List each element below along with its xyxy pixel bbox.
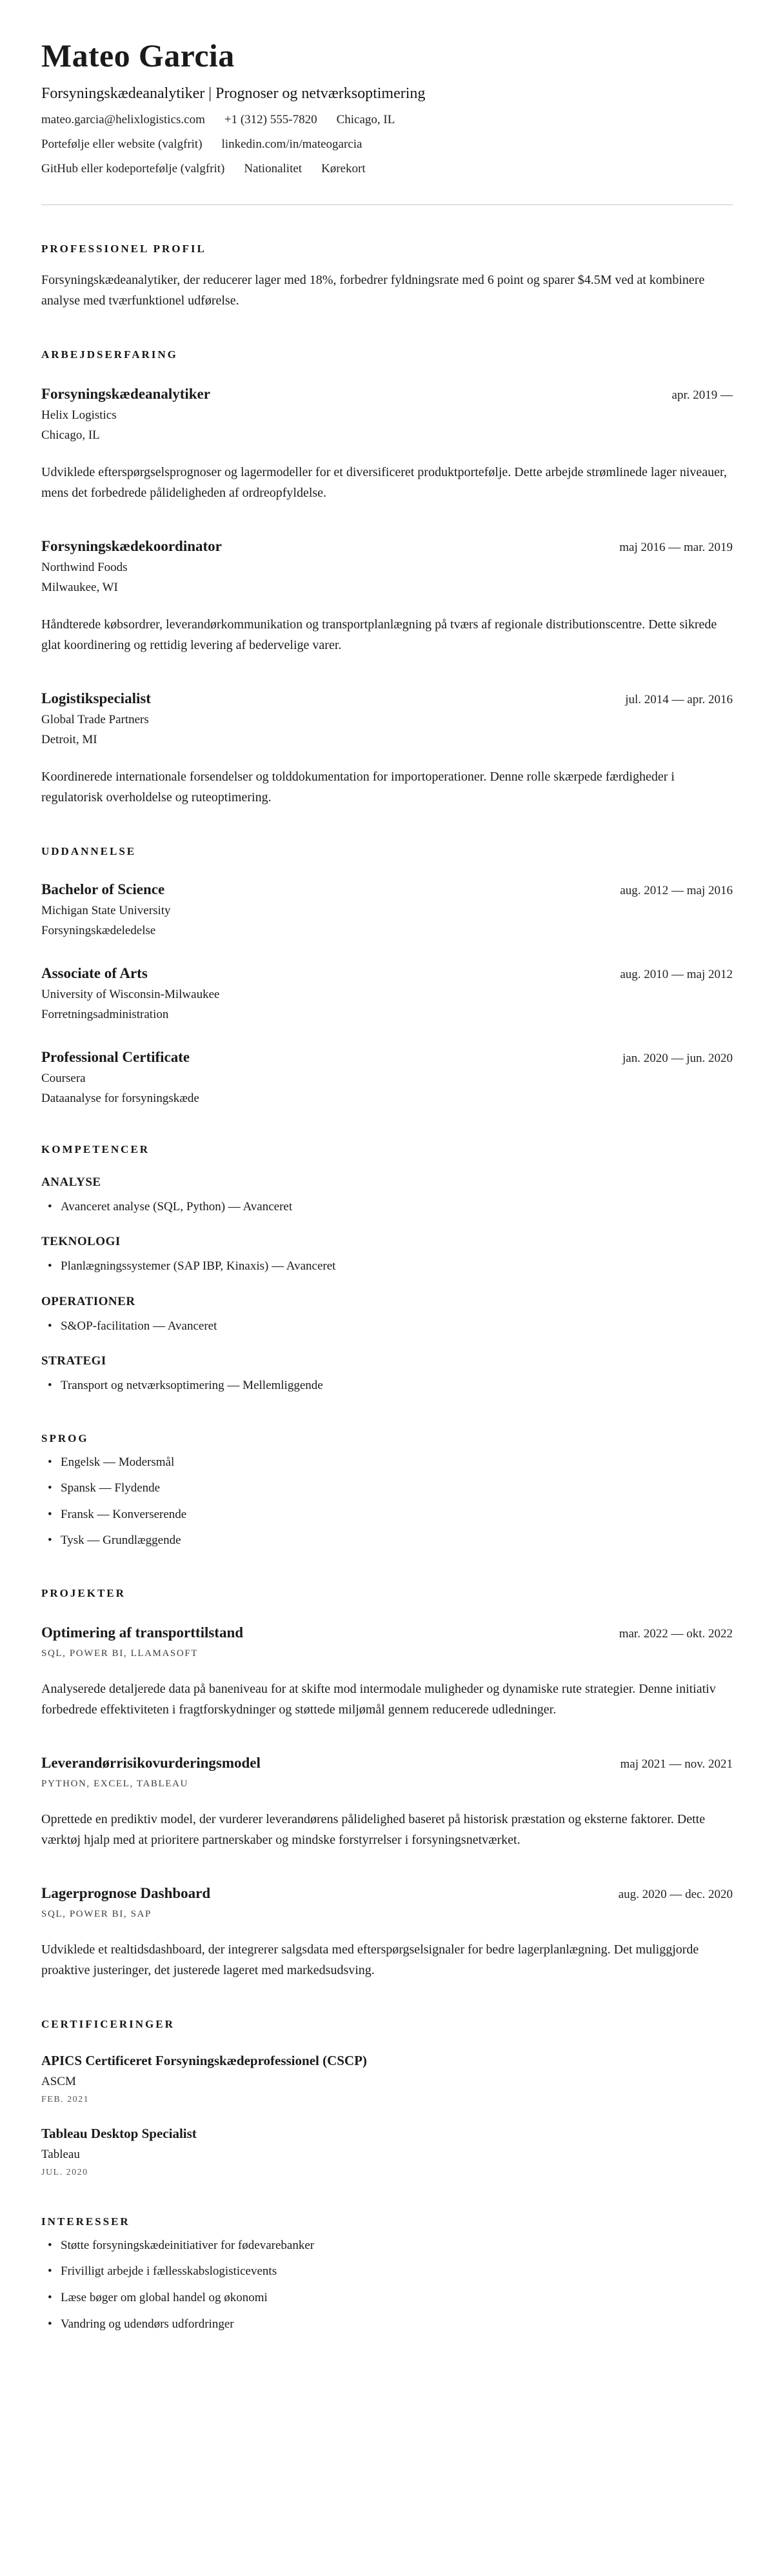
job-title: Forsyningskædeanalytiker	[41, 385, 210, 402]
interest-item: • Vandring og udendørs udfordringer	[41, 2315, 733, 2333]
drivers-license-text: Kørekort	[321, 161, 366, 175]
project-tech: SQL, POWER BI, SAP	[41, 1908, 152, 1919]
nationality-text: Nationalitet	[244, 161, 303, 175]
project-title: Lagerprognose Dashboard	[41, 1884, 211, 1901]
person-tagline: Forsyningskædeanalytiker | Prognoser og netværksoptimering	[41, 85, 426, 102]
project-dates: maj 2021 — nov. 2021	[620, 1757, 733, 1771]
job-dates: jul. 2014 — apr. 2016	[625, 692, 733, 706]
section-heading-experience: ARBEJDSERFARING	[41, 348, 178, 361]
project-description: Analyserede detaljerede data på baneniveau for at skifte mod intermodale muligheder og dynamiske rute strategier. Denne initiativ forbedrede effektiviteten i fragtforskydninger og støttede miljømål gennem reducerede udledninger.	[41, 1681, 716, 1717]
skill-list	[41, 1257, 733, 1275]
job-description: Håndterede købsordrer, leverandørkommunikation og transportplanlægning på tværs af regionale distributionscentre. Dette sikrede glat koordinering og rettidig levering af bedervelige varer.	[41, 617, 717, 652]
skill-group-name: OPERATIONER	[41, 1294, 135, 1308]
project-entry	[41, 1885, 733, 1981]
resume-header	[41, 37, 733, 176]
certification-title: APICS Certificeret Forsyningskædeprofessionel (CSCP)	[41, 2052, 367, 2068]
phone-text: +1 (312) 555-7820	[224, 112, 317, 126]
job-title: Forsyningskædekoordinator	[41, 537, 222, 554]
section-heading-languages: SPROG	[41, 1432, 89, 1444]
certification-date: JUL. 2020	[41, 2167, 88, 2177]
project-description: Oprettede en prediktiv model, der vurderer leverandørens pålidelighed baseret på historisk præstation og eksterne faktorer. Dette værktøj hjalp med at prioritere partnerskaber og mindske forstyrrelser i forsyningsnetværket.	[41, 1812, 706, 1847]
interest-list	[41, 2237, 733, 2333]
certification-date: FEB. 2021	[41, 2094, 90, 2104]
interest-item: • Frivilligt arbejde i fællesskabslogisticevents	[41, 2262, 733, 2281]
degree-title: Bachelor of Science	[41, 881, 165, 897]
job-entry	[41, 538, 733, 655]
skill-group	[41, 1354, 733, 1395]
school-name: Coursera	[41, 1071, 86, 1085]
job-location: Milwaukee, WI	[41, 580, 118, 594]
skill-item: • Transport og netværksoptimering — Mellemliggende	[41, 1377, 733, 1395]
section-education	[41, 845, 733, 1106]
section-languages	[41, 1432, 733, 1550]
linkedin-text: linkedin.com/in/mateogarcia	[221, 137, 362, 151]
skill-list	[41, 1377, 733, 1395]
job-entry-head	[41, 386, 733, 403]
project-title: Leverandørrisikovurderingsmodel	[41, 1754, 261, 1771]
interest-item: • Støtte forsyningskædeinitiativer for fødevarebanker	[41, 2237, 733, 2255]
project-dates: mar. 2022 — okt. 2022	[619, 1626, 733, 1641]
interest-item: • Læse bøger om global handel og økonomi	[41, 2289, 733, 2307]
education-dates: aug. 2012 — maj 2016	[620, 883, 733, 897]
education-entry	[41, 1049, 733, 1106]
skill-item: • Avanceret analyse (SQL, Python) — Avanceret	[41, 1198, 733, 1216]
school-name: Michigan State University	[41, 903, 171, 917]
language-item: • Spansk — Flydende	[41, 1479, 733, 1497]
education-entry-head	[41, 1049, 733, 1066]
skill-group-name: STRATEGI	[41, 1354, 106, 1368]
language-item: • Fransk — Konverserende	[41, 1506, 733, 1524]
section-certifications	[41, 2018, 733, 2178]
project-entry-head	[41, 1885, 733, 1902]
certification-entry	[41, 2126, 733, 2178]
skill-list	[41, 1317, 733, 1335]
section-heading-education: UDDANNELSE	[41, 844, 137, 857]
section-skills	[41, 1143, 733, 1395]
section-heading-projects: PROJEKTER	[41, 1586, 126, 1599]
section-interests	[41, 2215, 733, 2333]
job-company: Northwind Foods	[41, 560, 128, 574]
email-text: mateo.garcia@helixlogistics.com	[41, 112, 205, 126]
job-company: Helix Logistics	[41, 408, 117, 422]
section-experience	[41, 348, 733, 808]
project-entry-head	[41, 1624, 733, 1641]
contact-line-2	[41, 137, 733, 152]
school-name: University of Wisconsin-Milwaukee	[41, 987, 220, 1001]
project-entry-head	[41, 1755, 733, 1772]
skill-group	[41, 1235, 733, 1275]
education-dates: aug. 2010 — maj 2012	[620, 967, 733, 981]
skill-group	[41, 1295, 733, 1335]
section-heading-profile: PROFESSIONEL PROFIL	[41, 242, 206, 255]
section-projects	[41, 1587, 733, 1981]
degree-title: Professional Certificate	[41, 1048, 190, 1065]
certification-entry	[41, 2053, 733, 2105]
project-tech: SQL, POWER BI, LLAMASOFT	[41, 1648, 198, 1659]
certification-issuer: ASCM	[41, 2074, 76, 2088]
skill-group	[41, 1175, 733, 1216]
language-item: • Engelsk — Modersmål	[41, 1453, 733, 1472]
education-entry	[41, 881, 733, 938]
education-entry-head	[41, 881, 733, 898]
job-description: Koordinerede internationale forsendelser og tolddokumentation for importoperationer. Denne rolle skærpede færdigheder i regulatorisk overholdelse og ruteoptimering.	[41, 769, 675, 804]
job-location: Detroit, MI	[41, 732, 97, 746]
education-entry-head	[41, 965, 733, 982]
job-entry	[41, 386, 733, 503]
job-description: Udviklede efterspørgselsprognoser og lagermodeller for et diversificeret produktportefølje. Dette arbejde strømlinede lager niveauer, mens det forbedrede pålideligheden af ordreopfyldelse.	[41, 464, 727, 500]
degree-title: Associate of Arts	[41, 964, 148, 981]
project-description: Udviklede et realtidsdashboard, der integrerer salgsdata med efterspørgselsignaler for bedre lagerplanlægning. Det muliggjorde proaktive justeringer, det justerede lageret med markedsudsving.	[41, 1942, 699, 1977]
contact-line-3	[41, 162, 733, 176]
project-entry	[41, 1624, 733, 1720]
skill-list	[41, 1198, 733, 1216]
project-title: Optimering af transporttilstand	[41, 1624, 244, 1641]
portfolio-text: Portefølje eller website (valgfrit)	[41, 137, 203, 151]
field-of-study: Forsyningskædeledelse	[41, 923, 156, 937]
github-text: GitHub eller kodeportefølje (valgfrit)	[41, 161, 225, 175]
skill-group-name: TEKNOLOGI	[41, 1235, 121, 1249]
job-company: Global Trade Partners	[41, 712, 149, 726]
language-list	[41, 1453, 733, 1550]
project-entry	[41, 1755, 733, 1850]
skill-item: • S&OP-facilitation — Avanceret	[41, 1317, 733, 1335]
project-dates: aug. 2020 — dec. 2020	[618, 1887, 733, 1901]
job-entry-head	[41, 538, 733, 555]
skill-item: • Planlægningssystemer (SAP IBP, Kinaxis) — Avanceret	[41, 1257, 733, 1275]
certification-issuer: Tableau	[41, 2147, 80, 2161]
job-entry-head	[41, 690, 733, 707]
job-entry	[41, 690, 733, 808]
education-dates: jan. 2020 — jun. 2020	[622, 1051, 733, 1065]
job-dates: apr. 2019 —	[671, 388, 733, 402]
certification-title: Tableau Desktop Specialist	[41, 2125, 197, 2141]
job-location: Chicago, IL	[41, 428, 100, 442]
language-item: • Tysk — Grundlæggende	[41, 1532, 733, 1550]
skill-group-name: ANALYSE	[41, 1175, 101, 1189]
section-profile	[41, 243, 733, 311]
field-of-study: Dataanalyse for forsyningskæde	[41, 1091, 199, 1105]
location-text: Chicago, IL	[336, 112, 395, 126]
section-heading-certifications: CERTIFICERINGER	[41, 2017, 175, 2030]
job-title: Logistikspecialist	[41, 690, 151, 706]
project-tech: PYTHON, EXCEL, TABLEAU	[41, 1778, 188, 1789]
person-name: Mateo Garcia	[41, 37, 235, 74]
section-heading-interests: INTERESSER	[41, 2215, 130, 2228]
profile-text: Forsyningskædeanalytiker, der reducerer lager med 18%, forbedrer fyldningsrate med 6 point og sparer $4.5M ved at kombinere analyse med tværfunktionel udførelse.	[41, 272, 705, 308]
contact-line-1	[41, 113, 733, 127]
education-entry	[41, 965, 733, 1022]
job-dates: maj 2016 — mar. 2019	[619, 540, 733, 554]
section-heading-skills: KOMPETENCER	[41, 1143, 150, 1155]
field-of-study: Forretningsadministration	[41, 1007, 169, 1021]
